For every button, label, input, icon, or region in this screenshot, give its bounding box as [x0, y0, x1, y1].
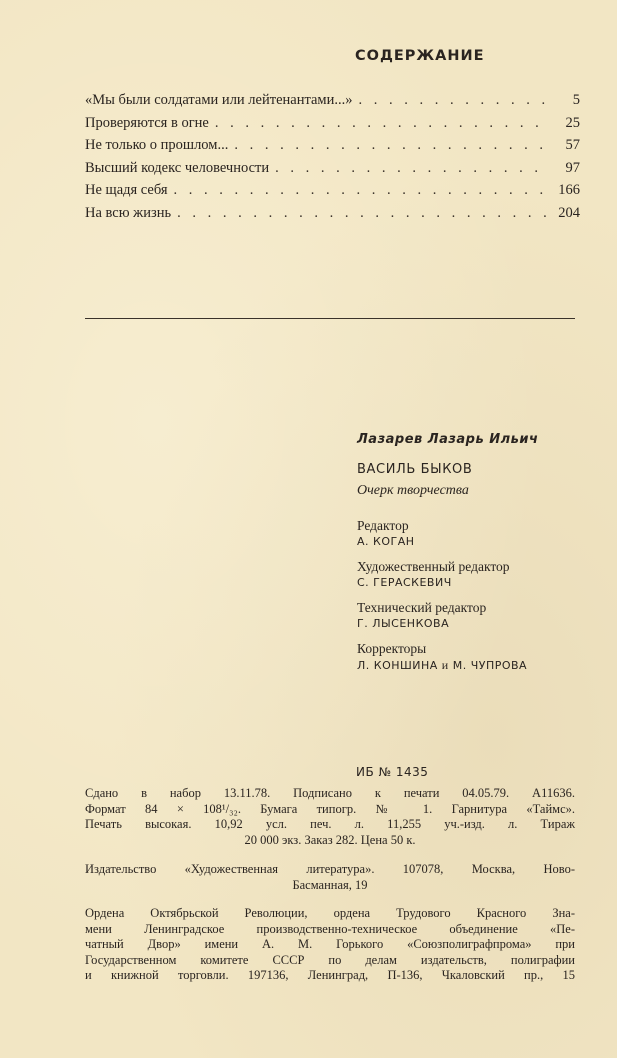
- publisher-info: [85, 862, 575, 893]
- toc-entry-title: «Мы были солдатами или лейтенантами...»: [85, 92, 353, 108]
- staff-art-editor: [357, 558, 597, 591]
- staff-editor: [357, 517, 597, 550]
- toc-entry-page: 166: [558, 182, 580, 198]
- toc-entry: [85, 205, 580, 228]
- toc-leader-dots: [215, 115, 548, 132]
- printer-line: Государственном комитете СССР по делам издательств, полиграфии: [85, 952, 575, 967]
- staff-name: [357, 657, 597, 674]
- staff-tech-editor: [357, 599, 597, 632]
- toc-entry-title: Не щадя себя: [85, 182, 168, 198]
- staff-role: Технический редактор: [357, 600, 487, 615]
- publisher-line: Басманная, 19: [292, 877, 368, 892]
- corrector-name-1: Л. КОНШИНА: [357, 659, 438, 672]
- toc-entry-title: Проверяются в огне: [85, 114, 209, 131]
- print-details: [85, 786, 575, 848]
- toc-entry-title: Высший кодекс человечности: [85, 159, 270, 176]
- print-line: 20 000 экз. Заказ 282. Цена 50 к.: [244, 832, 416, 847]
- printer-line: мени Ленинградское производственно-техническое объединение «Пе-: [85, 921, 575, 936]
- toc-entry-page: 97: [565, 159, 580, 176]
- printer-info: [85, 906, 575, 984]
- toc-entry-title: На всю жизнь: [85, 204, 172, 221]
- conjunction: и: [441, 658, 449, 672]
- corrector-name-2: М. ЧУПРОВА: [452, 659, 528, 672]
- printer-line: и книжной торговли. 197136, Ленинград, П-136, Чкаловский пр., 15: [85, 968, 575, 982]
- toc-entry-title: Не только о прошлом...: [85, 137, 229, 153]
- printer-line: Ордена Октябрьской Революции, ордена Трудового Красного Зна-: [85, 906, 575, 920]
- book-title: ВАСИЛЬ БЫКОВ: [357, 462, 473, 477]
- toc-leader-dots: [358, 92, 548, 109]
- toc-leader-dots: [234, 137, 548, 154]
- author-name: Лазарев Лазарь Ильич: [357, 432, 539, 447]
- table-of-contents: [85, 92, 580, 227]
- book-subtitle: Очерк творчества: [357, 483, 469, 498]
- print-line: Сдано в набор 13.11.78. Подписано к печати 04.05.79. А11636.: [85, 786, 575, 800]
- toc-entry-page: 57: [565, 137, 580, 153]
- toc-leader-dots: [174, 182, 548, 199]
- staff-correctors: [357, 640, 597, 674]
- staff-role: Художественный редактор: [357, 559, 510, 574]
- colophon: [357, 432, 597, 682]
- staff-name: А. КОГАН: [357, 535, 415, 548]
- print-line: Печать высокая. 10,92 усл. печ. л. 11,255 уч.-изд. л. Тираж: [85, 817, 575, 831]
- horizontal-divider: [85, 318, 575, 319]
- staff-role: Редактор: [357, 518, 409, 533]
- print-line: Формат 84 × 108¹/₃₂. Бумага типогр. № 1. Гарнитура «Таймс».: [85, 801, 575, 816]
- toc-entry: [85, 92, 580, 115]
- toc-entry-page: 204: [558, 204, 580, 221]
- printer-line: чатный Двор» имени А. М. Горького «Союзполиграфпрома» при: [85, 937, 575, 951]
- ib-number: ИБ № 1435: [356, 765, 429, 779]
- staff-name: Г. ЛЫСЕНКОВА: [357, 617, 450, 630]
- contents-heading: СОДЕРЖАНИЕ: [355, 48, 485, 64]
- staff-role: Корректоры: [357, 641, 427, 656]
- toc-entry: [85, 160, 580, 183]
- toc-entry: [85, 115, 580, 138]
- toc-entry-page: 5: [572, 92, 580, 108]
- toc-leader-dots: [177, 205, 548, 222]
- toc-entry: [85, 182, 580, 205]
- toc-entry: [85, 137, 580, 160]
- publisher-line: Издательство «Художественная литература». 107078, Москва, Ново-: [85, 862, 575, 876]
- toc-entry-page: 25: [565, 114, 580, 131]
- toc-leader-dots: [275, 160, 548, 177]
- staff-name: С. ГЕРАСКЕВИЧ: [357, 576, 452, 589]
